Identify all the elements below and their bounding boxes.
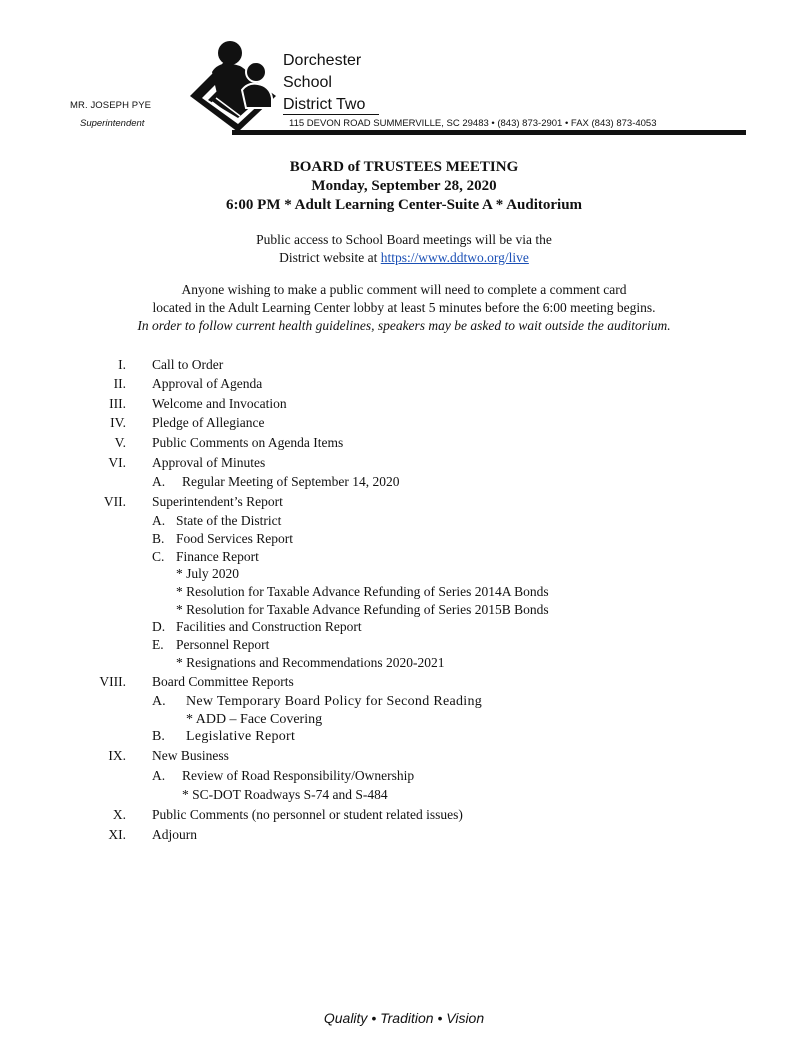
- agenda-item: Board Committee Reports: [152, 674, 294, 689]
- agenda-number: X.: [112, 807, 126, 822]
- agenda-detail: * ADD – Face Covering: [186, 712, 323, 727]
- agenda-sub-letter: A.: [152, 694, 166, 709]
- meeting-title: BOARD of TRUSTEES MEETING: [289, 159, 519, 175]
- agenda-detail: * Resignations and Recommendations 2020-2021: [176, 655, 445, 670]
- motto-separator: •: [371, 1010, 377, 1026]
- agenda-number: III.: [109, 396, 126, 411]
- agenda-number: I.: [118, 357, 126, 372]
- superintendent-name: MR. JOSEPH PYE: [70, 100, 152, 111]
- motto-vision: Vision: [446, 1010, 485, 1026]
- agenda-number: IX.: [108, 748, 126, 763]
- agenda-detail: * July 2020: [176, 566, 240, 581]
- access-notice-line-1: Public access to School Board meetings will be via the: [256, 232, 552, 247]
- agenda-number: XI.: [108, 827, 126, 842]
- agenda-item: Approval of Agenda: [152, 376, 263, 391]
- header-bottom-rule: [232, 130, 746, 135]
- agenda-item: Welcome and Invocation: [152, 396, 287, 411]
- district-name-line-3: District Two: [283, 96, 366, 113]
- agenda-sub-item: Legislative Report: [186, 729, 296, 744]
- district-name-line-1: Dorchester: [283, 52, 362, 69]
- comment-notice-line-3: In order to follow current health guidelines, speakers may be asked to wait outside the auditorium.: [137, 318, 671, 333]
- meeting-date: Monday, September 28, 2020: [311, 178, 497, 194]
- agenda-number: VI.: [108, 455, 126, 470]
- agenda-sub-letter: B.: [152, 729, 165, 744]
- motto-tradition: Tradition: [380, 1010, 434, 1026]
- agenda-item: Call to Order: [152, 357, 224, 372]
- agenda-sub-letter: E.: [152, 637, 164, 652]
- agenda-sub-item: Facilities and Construction Report: [176, 619, 362, 634]
- agenda-number: IV.: [110, 415, 126, 430]
- access-notice-line-2: [0, 249, 808, 267]
- access-notice-prefix: District website at: [279, 250, 381, 265]
- agenda-sub-item: Personnel Report: [176, 637, 270, 652]
- footer-motto: [0, 1010, 808, 1026]
- header-divider: [283, 114, 379, 115]
- meeting-time-location: 6:00 PM * Adult Learning Center-Suite A * Auditorium: [225, 197, 583, 213]
- agenda-item: New Business: [152, 748, 229, 763]
- comment-notice-line-2: located in the Adult Learning Center lobby at least 5 minutes before the 6:00 meeting begins.: [152, 300, 656, 315]
- agenda-sub-letter: D.: [152, 619, 166, 634]
- agenda-item: Pledge of Allegiance: [152, 415, 265, 430]
- agenda-detail: * Resolution for Taxable Advance Refunding of Series 2015B Bonds: [176, 602, 549, 617]
- agenda-sub-item: Review of Road Responsibility/Ownership: [182, 768, 415, 783]
- agenda-sub-item: Regular Meeting of September 14, 2020: [182, 474, 400, 489]
- agenda-detail: * SC-DOT Roadways S-74 and S-484: [182, 787, 388, 802]
- agenda-sub-letter: A.: [152, 768, 166, 783]
- superintendent-title: Superintendent: [80, 118, 145, 129]
- motto-separator: •: [437, 1010, 443, 1026]
- agenda-sub-item: New Temporary Board Policy for Second Reading: [186, 694, 483, 709]
- agenda-number: V.: [114, 435, 126, 450]
- agenda-sub-letter: A.: [152, 513, 166, 528]
- live-stream-link[interactable]: https://www.ddtwo.org/live: [380, 250, 529, 265]
- agenda-item: Approval of Minutes: [152, 455, 266, 470]
- district-name-line-2: School: [283, 74, 332, 91]
- agenda-sub-letter: A.: [152, 474, 166, 489]
- agenda-item: Adjourn: [152, 827, 197, 842]
- agenda-item: Public Comments on Agenda Items: [152, 435, 344, 450]
- agenda-sub-letter: B.: [152, 531, 165, 546]
- comment-notice-line-1: Anyone wishing to make a public comment will need to complete a comment card: [181, 282, 627, 297]
- agenda-number: II.: [113, 376, 126, 391]
- agenda-number: VII.: [103, 494, 126, 509]
- district-address: 115 DEVON ROAD SUMMERVILLE, SC 29483 • (843) 873-2901 • FAX (843) 873-4053: [289, 118, 657, 129]
- agenda-sub-item: Finance Report: [176, 549, 259, 564]
- agenda-number: VIII.: [99, 674, 126, 689]
- agenda-sub-letter: C.: [152, 549, 165, 564]
- agenda-item: Superintendent’s Report: [152, 494, 283, 509]
- family-book-logo-icon: [188, 40, 280, 132]
- agenda-item: Public Comments (no personnel or student related issues): [152, 807, 463, 822]
- motto-quality: Quality: [323, 1010, 368, 1026]
- agenda-detail: * Resolution for Taxable Advance Refunding of Series 2014A Bonds: [176, 584, 549, 599]
- agenda-sub-item: Food Services Report: [176, 531, 293, 546]
- agenda-sub-item: State of the District: [176, 513, 282, 528]
